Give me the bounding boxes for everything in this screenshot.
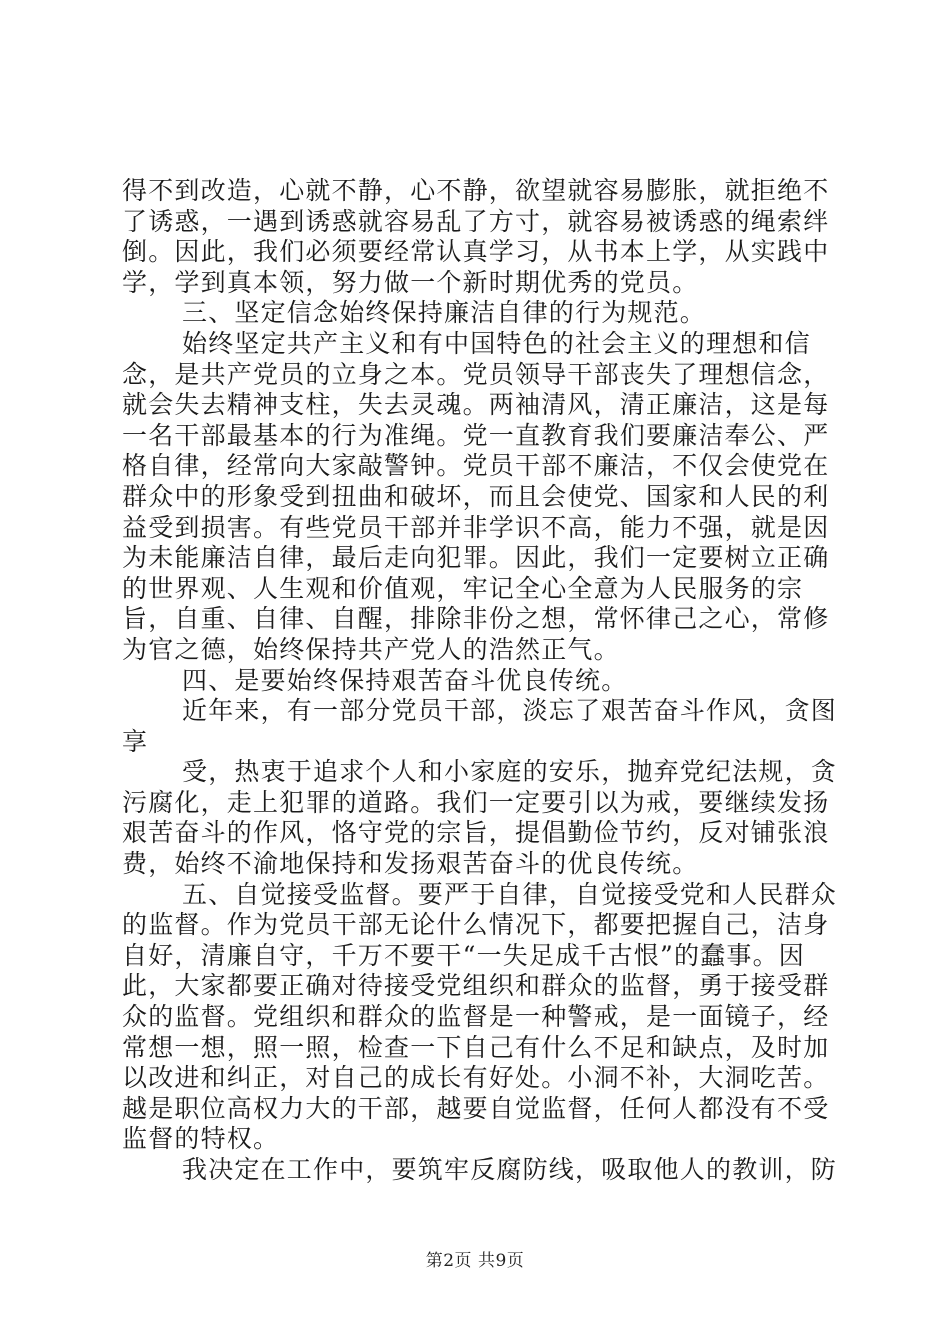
page-footer: 第2页 共9页 <box>425 1251 525 1271</box>
paragraph: 得不到改造，心就不静，心不静，欲望就容易膨胀，就拒绝不了诱惑，一遇到诱惑就容易乱了方寸，就容易被诱惑的绳索绊倒。因此，我们必须要经常认真学习，从书本上学，从实践中学，学到真本领，努力做一个新时期优秀的党员。 <box>122 176 830 297</box>
section-heading-3: 三、坚定信念始终保持廉洁自律的行为规范。 <box>182 298 707 328</box>
paragraph: 受，热衷于追求个人和小家庭的安乐，抛弃党纪法规，贪污腐化，走上犯罪的道路。我们一定要引以为戒，要继续发扬艰苦奋斗的作风，恪守党的宗旨，提倡勤俭节约，反对铺张浪费，始终不渝地保持和发扬艰苦奋斗的优良传统。 <box>122 757 838 879</box>
paragraph: 始终坚定共产主义和有中国特色的社会主义的理想和信念，是共产党员的立身之本。党员领导干部丧失了理想信念，就会失去精神支柱，失去灵魂。两袖清风，清正廉洁，这是每一名干部最基本的行为准绳。党一直教育我们要廉洁奉公、严格自律，经常向大家敲警钟。党员干部不廉洁，不仅会使党在群众中的形象受到扭曲和破坏，而且会使党、国家和人民的利益受到损害。有些党员干部并非学识不高，能力不强，就是因为未能廉洁自律，最后走向犯罪。因此，我们一定要树立正确的世界观、人生观和价值观，牢记全心全意为人民服务的宗旨，自重、自律、自醒，排除非份之想，常怀律己之心，常修为官之德，始终保持共产党人的浩然正气。 <box>122 328 830 664</box>
section-heading-5: 五、自觉接受监督。要严于自律，自觉接受党和人民群众的监督。作为党员干部无论什么情况下，都要把握自己，洁身自好，清廉自守，千万不要干“一失足成千古恨”的蠢事。因此，大家都要正确对待接受党组织和群众的监督，勇于接受群众的监督。党组织和群众的监督是一种警戒，是一面镜子，经常想一想，照一照，检查一下自己有什么不足和缺点，及时加以改进和纠正，对自己的成长有好处。小洞不补，大洞吃苦。越是职位高权力大的干部，越要自觉监督，任何人都没有不受监督的特权。 <box>122 879 838 1154</box>
section-heading-4: 四、是要始终保持艰苦奋斗优良传统。 <box>182 665 628 695</box>
paragraph: 近年来，有一部分党员干部，淡忘了艰苦奋斗作风，贪图享 <box>122 696 838 756</box>
document-body <box>122 176 842 1186</box>
paragraph: 我决定在工作中，要筑牢反腐防线，吸取他人的教训，防 <box>182 1155 838 1184</box>
